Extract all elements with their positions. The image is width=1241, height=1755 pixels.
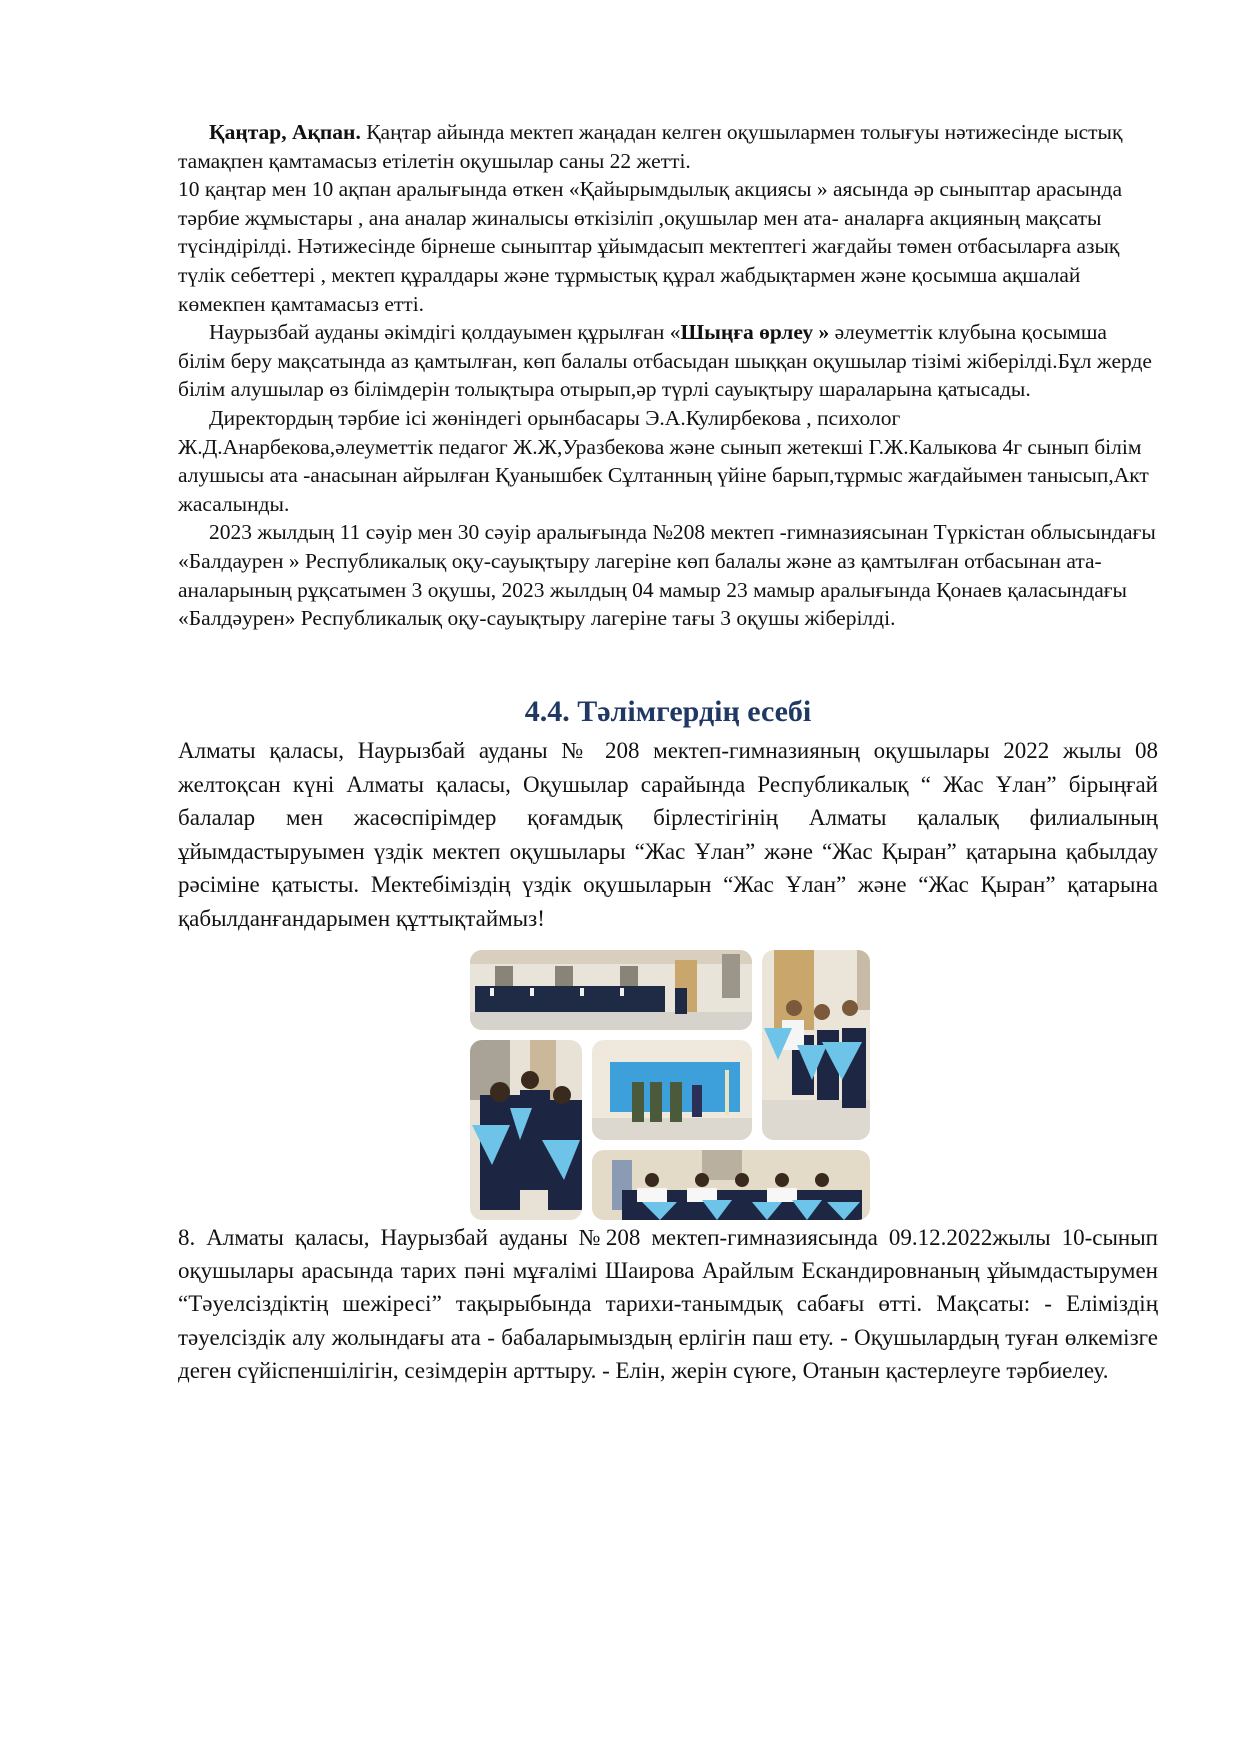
paragraph-lead-bold: Қаңтар, Ақпан. [209,120,361,144]
section-heading: 4.4. Тәлімгердің есебі [524,695,812,728]
photo-collage [470,950,870,1220]
photo-flag-bearers-banner [592,1040,752,1140]
section-mentor-report [178,734,1158,935]
paragraph-charity-action: 10 қаңтар мен 10 ақпан аралығында өткен «Қайырымдылық акциясы » аясында әр сыныптар арасында тәрбие жұмыстары , ана аналар жиналысы өткізіліп ,оқушылар мен ата- аналарға акцияның мақсаты түсіндірілді. Нәтижесінде бірнеше сыныптар ұйымдасып мектептегі жағдайы төмен отбасыларға азық түлік себеттері , мектеп құралдары және тұрмыстық құрал жабдықтармен және қосымша ақшалай көмекпен қамтамасыз етті. [178,177,1122,316]
photo-ceremony-hall-lineup [470,950,752,1030]
paragraph-social-club: Наурызбай ауданы әкімдігі қолдауымен құрылған «Шыңға өрлеу » әлеуметтік клубына қосымша білім беру мақсатында аз қамтылған, көп балалы отбасыдан шыққан оқушылар тізімі жіберілді.Бұл жерде білім алушылар өз білімдерін толықтыра отырып,әр түрлі сауықтыру шараларына қатысады. [178,320,1152,402]
paragraph-january-february: Қаңтар, Ақпан. Қаңтар айында мектеп жаңадан келген оқушылармен толығуы нәтижесінде ыстық тамақпен қамтамасыз етілетін оқушылар саны 22 жетті. [178,120,1123,173]
section-history-lesson [178,1221,1158,1387]
paragraph-independence-lesson: 8. Алматы қаласы, Наурызбай ауданы №208 мектеп-гимназиясында 09.12.2022жылы 10-сынып оқушылары арасында тарих пәні мұғалімі Шаирова Арайлым Ескандировнаның ұйымдастырумен “Тәуелсіздіктің шежіресі” тақырыбында тарихи-танымдық сабағы өтті. Мақсаты: - Еліміздің тәуелсіздік алу жолындағы ата - бабаларымыздың ерлігін паш ету. - Оқушылардың туған өлкемізге деген сүйіспеншілігін, сезімдерін арттыру. - Елін, жерін сүюге, Отанын қастерлеуге тәрбиелеу. [178,1225,1158,1383]
paragraph-zhas-ulan: Алматы қаласы, Наурызбай ауданы № 208 мектеп-гимназияның оқушылары 2022 жылы 08 желтоқсан күні Алматы қаласы, Оқушылар сарайында Республикалық “ Жас Ұлан” бірыңғай балалар мен жасөспірімдер қоғамдық бірлестігінің Алматы қалалық филиалының ұйымдастыруымен үздік мектеп оқушылары “Жас Ұлан” және “Жас Қыран” қатарына қабылдау рәсіміне қатысты. Мектебіміздің үздік оқушыларын “Жас Ұлан” және “Жас Қыран” қатарына қабылданғандарымен құттықтаймыз! [178,738,1158,931]
paragraph-summer-camp: 2023 жылдың 11 сәуір мен 30 сәуір аралығында №208 мектеп -гимназиясынан Түркістан облысындағы «Балдаурен » Республикалық оқу-сауықтыру лагеріне көп балалы және аз қамтылған отбасынан ата-аналарының рұқсатымен 3 оқушы, 2023 жылдың 04 мамыр 23 мамыр аралығында Қонаев қаласындағы «Балдәурен» Республикалық оқу-сауықтыру лагеріне тағы 3 оқушы жіберілді. [178,520,1156,631]
section-social-work [178,118,1158,633]
paragraph-home-visit: Директордың тәрбие ісі жөніндегі орынбасары Э.А.Кулирбекова , психолог Ж.Д.Анарбекова,әлеуметтік педагог Ж.Ж,Уразбекова және сынып жетекші Г.Ж.Калыкова 4г сынып білім алушысы ата -анасынан айрылған Қуанышбек Сұлтанның үйіне барып,тұрмыс жағдайымен танысып,Акт жасалынды. [178,405,1149,516]
photo-girls-with-pennants [762,950,870,1140]
photo-boys-with-pennants [470,1040,582,1220]
photo-students-row-with-pennants [592,1150,870,1220]
club-name-bold: Шыңға өрлеу » [680,320,830,345]
